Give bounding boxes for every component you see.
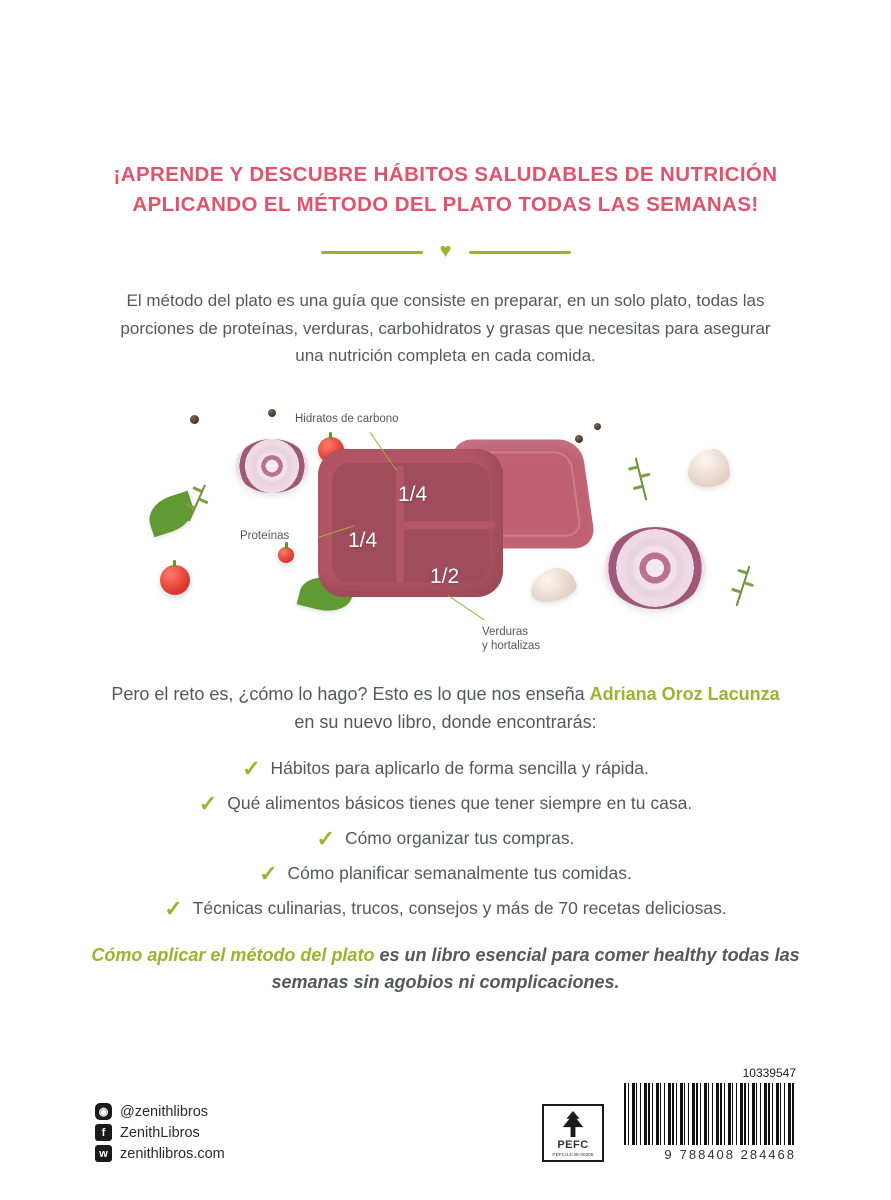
isbn-internal-number: 10339547 <box>742 1066 796 1080</box>
intro-paragraph: El método del plato es una guía que consiste en preparar, en un solo plato, todas las porciones de proteínas, verduras, carbohidratos y grasas que necesitas para asegurar una nutrición completa en cada comida. <box>120 291 771 365</box>
author-name: Adriana Oroz Lacunza <box>589 684 780 704</box>
label-carbohydrates: Hidratos de carbono <box>295 413 399 425</box>
certification-and-barcode <box>542 1066 796 1162</box>
divider-bar-right <box>469 251 571 254</box>
facebook-icon: f <box>95 1124 112 1141</box>
garlic-clove-icon <box>527 565 579 606</box>
divider-bar-left <box>321 251 423 254</box>
label-vegetables <box>482 625 540 654</box>
ean-lead-digit: 9 <box>664 1147 674 1162</box>
peppercorn-icon <box>594 423 601 430</box>
fraction-vegetables: 1/2 <box>430 565 460 588</box>
leader-line-vegetables <box>448 595 485 621</box>
thyme-sprig-icon <box>736 566 751 607</box>
social-website[interactable] <box>95 1145 225 1162</box>
ean-rest: 788408 284468 <box>679 1147 796 1162</box>
ean-number <box>624 1147 796 1162</box>
pefc-logo <box>542 1104 604 1162</box>
cherry-tomato-icon <box>278 547 294 563</box>
social-facebook[interactable] <box>95 1124 225 1141</box>
cherry-tomato-icon <box>160 565 190 595</box>
list-item <box>66 751 826 786</box>
barcode-image <box>624 1083 796 1145</box>
headline-line-2: APLICANDO EL MÉTODO DEL PLATO TODAS LAS SEMANAS! <box>132 192 759 216</box>
instagram-handle: @zenithlibros <box>120 1103 209 1120</box>
page-title <box>0 0 891 219</box>
lunchbox <box>318 449 528 597</box>
pitch-text-before: Pero el reto es, ¿cómo lo hago? Esto es lo que nos enseña <box>111 684 590 704</box>
onion-slice-icon <box>236 439 308 493</box>
lunchbox-base <box>318 449 503 597</box>
peppercorn-icon <box>575 435 583 443</box>
fraction-carbohydrates: 1/4 <box>398 483 428 506</box>
facebook-handle: ZenithLibros <box>120 1124 200 1141</box>
check-icon: ✓ <box>164 895 183 921</box>
website-url: zenithlibros.com <box>120 1145 225 1162</box>
lunchbox-illustration <box>0 387 891 667</box>
check-icon: ✓ <box>316 825 335 851</box>
closing-statement <box>86 942 806 996</box>
peppercorn-icon <box>190 415 199 424</box>
check-icon: ✓ <box>259 860 278 886</box>
list-item <box>66 821 826 856</box>
peppercorn-icon <box>268 409 276 417</box>
fraction-proteins: 1/4 <box>348 529 378 552</box>
pefc-tree-icon <box>558 1111 588 1137</box>
list-item-label: Hábitos para aplicarlo de forma sencilla y rápida. <box>270 757 649 778</box>
check-icon: ✓ <box>198 790 218 816</box>
list-item <box>66 891 826 926</box>
website-icon: w <box>95 1145 112 1162</box>
label-vegetables-line-2: y hortalizas <box>482 640 541 653</box>
list-item-label: Cómo organizar tus compras. <box>344 827 575 848</box>
instagram-icon: ◉ <box>95 1103 112 1120</box>
list-item <box>66 786 826 821</box>
benefits-list <box>66 751 826 926</box>
list-item-label: Técnicas culinarias, trucos, consejos y más de 70 recetas deliciosas. <box>192 897 727 918</box>
list-item-label: Qué alimentos básicos tienes que tener siempre en tu casa. <box>227 792 693 813</box>
list-item-label: Cómo planificar semanalmente tus comidas. <box>287 862 632 883</box>
pitch-text-after: en su nuevo libro, donde encontrarás: <box>294 711 597 732</box>
social-instagram[interactable] <box>95 1103 225 1120</box>
thyme-sprig-icon <box>635 457 648 500</box>
pefc-label: PEFC <box>557 1139 589 1151</box>
heart-icon: ♥ <box>439 240 452 263</box>
pefc-code: PEFC/14-38-00305 <box>552 1152 594 1157</box>
divider-horizontal <box>396 521 496 529</box>
check-icon: ✓ <box>242 755 261 781</box>
headline-line-1: ¡APRENDE Y DESCUBRE HÁBITOS SALUDABLES DE NUTRICIÓN <box>113 163 778 186</box>
garlic-clove-icon <box>688 449 730 487</box>
label-proteins: Proteínas <box>240 530 290 542</box>
onion-slice-icon <box>605 527 705 609</box>
label-vegetables-line-1: Verduras <box>482 626 529 638</box>
barcode-block <box>624 1066 796 1162</box>
list-item <box>66 856 826 891</box>
divider <box>321 241 571 263</box>
closing-rest: es un libro esencial para comer healthy todas las semanas sin agobios ni complicaciones. <box>271 944 800 992</box>
footer <box>0 1066 891 1162</box>
pitch-paragraph <box>101 681 791 737</box>
social-links <box>95 1103 225 1162</box>
book-title: Cómo aplicar el método del plato <box>91 944 375 965</box>
